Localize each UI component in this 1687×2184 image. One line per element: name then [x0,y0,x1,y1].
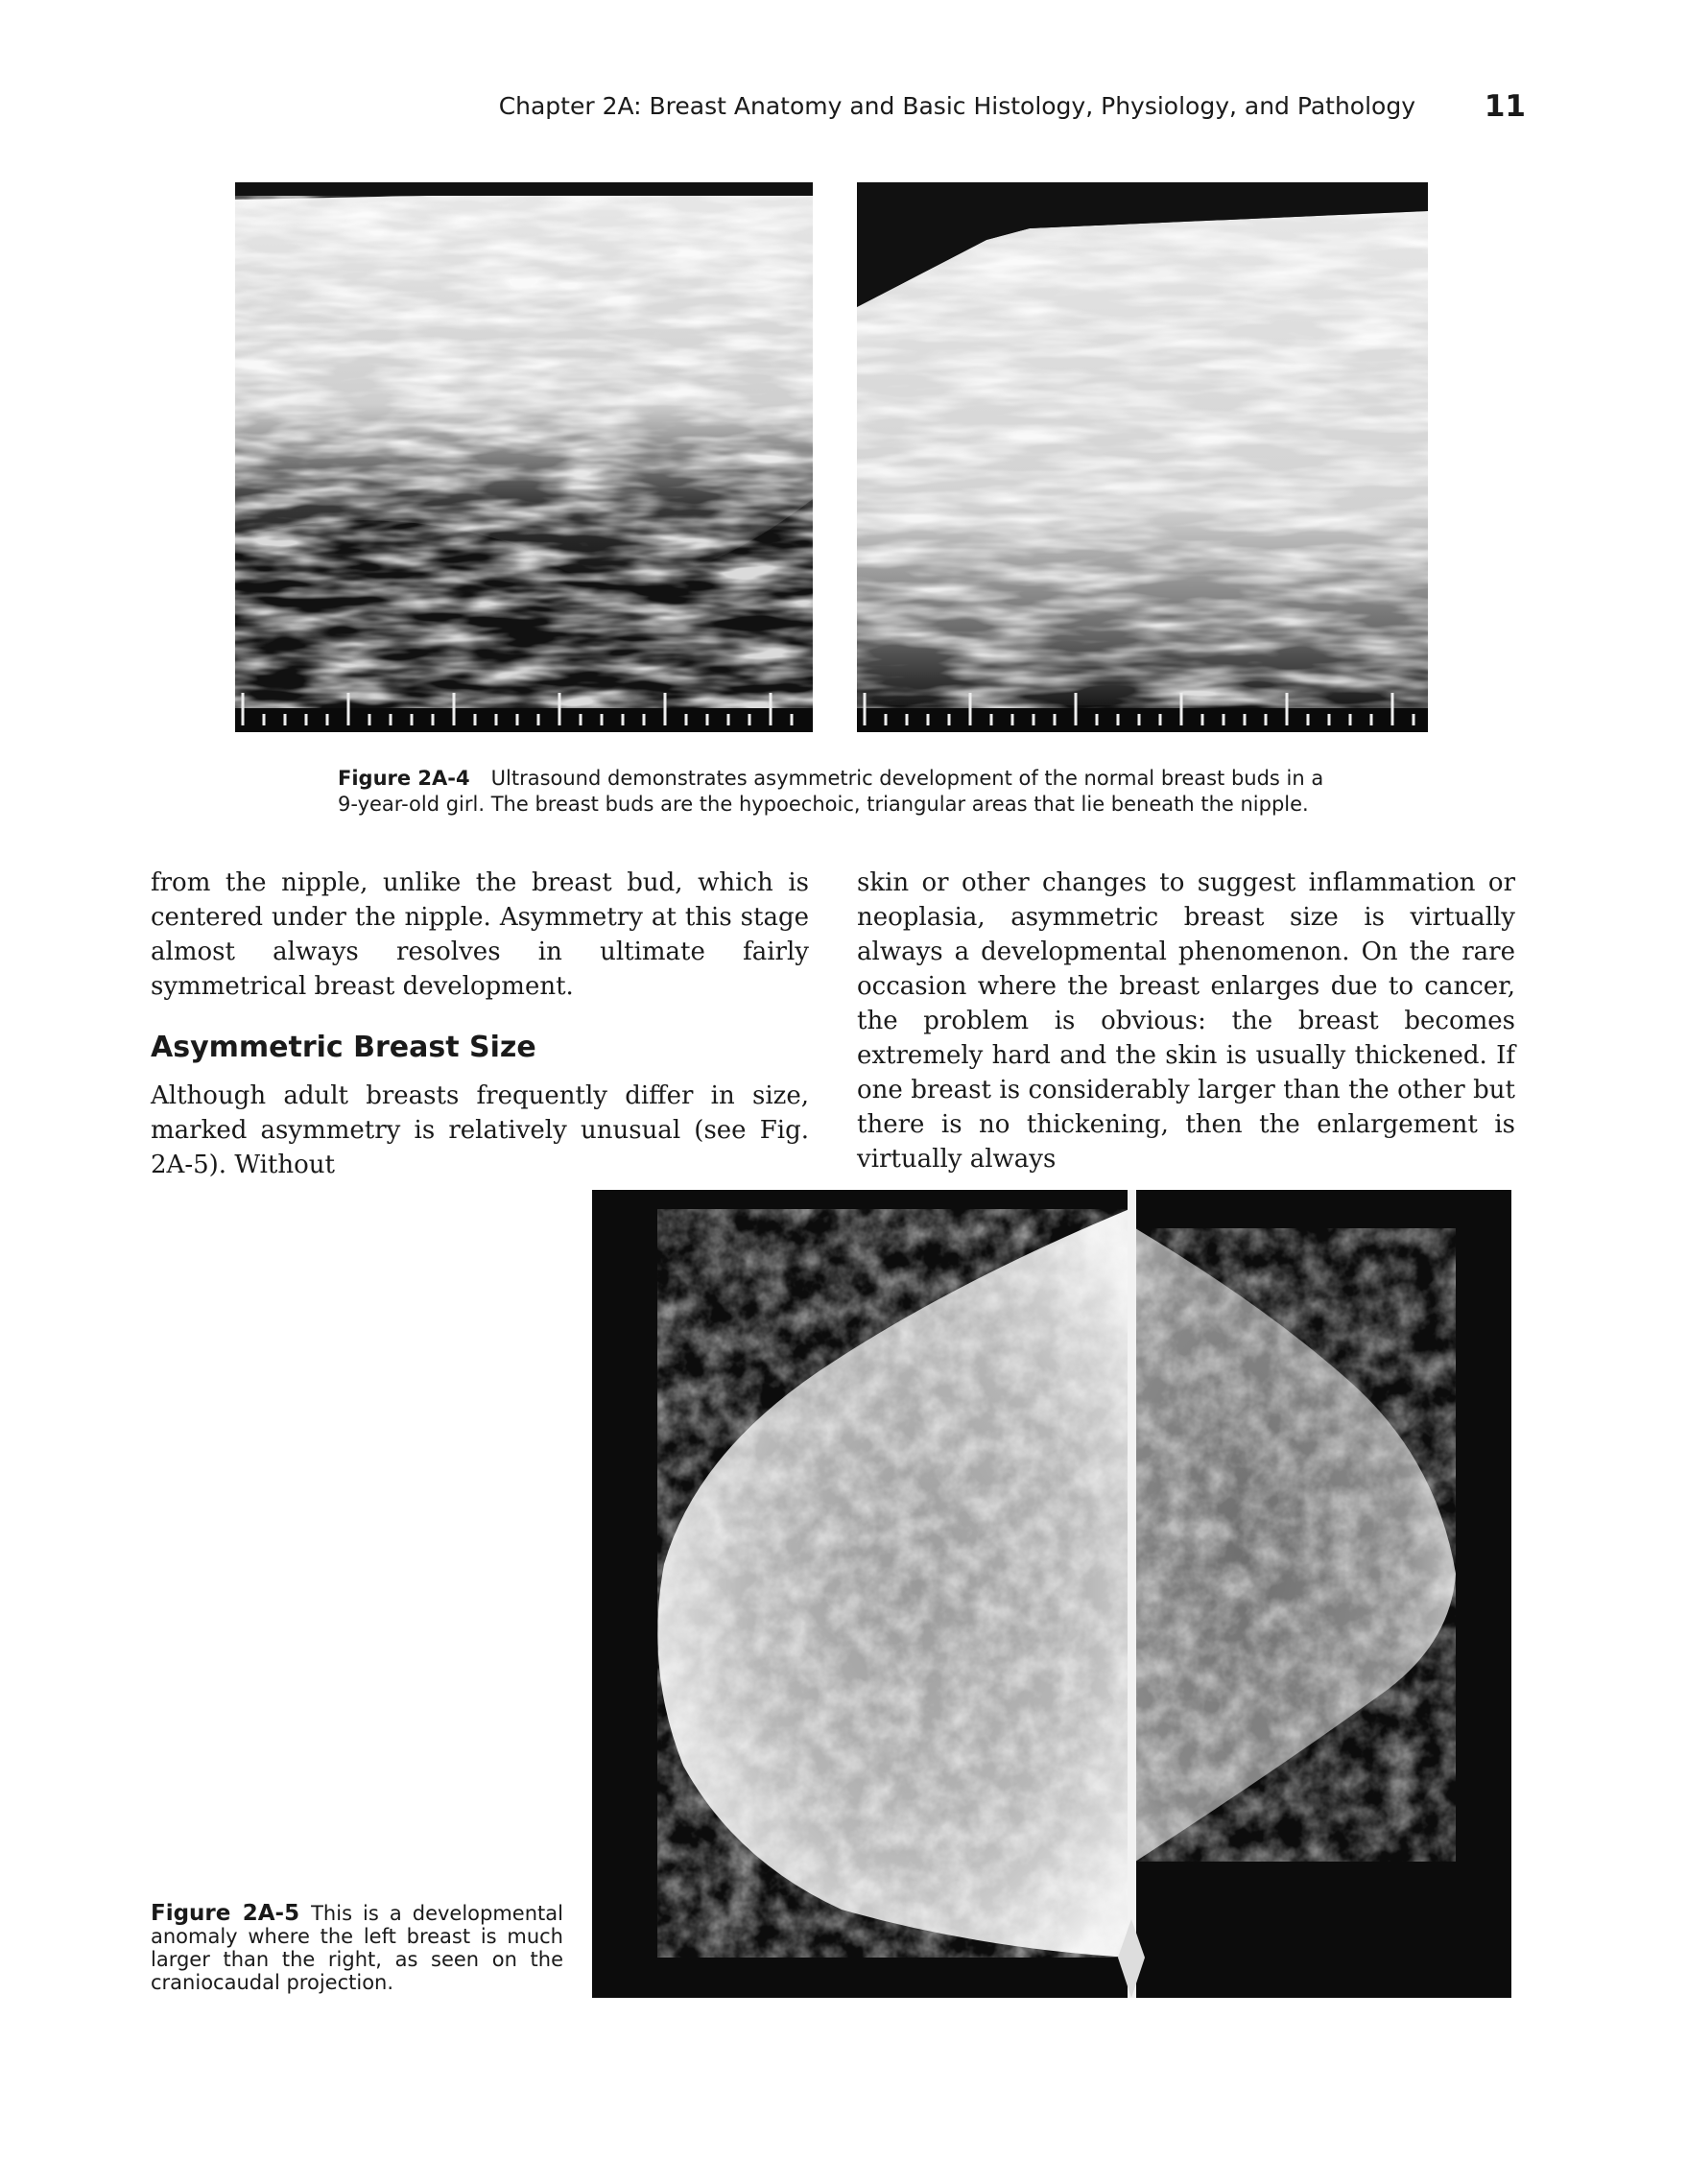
ultrasound-image-right [857,182,1428,732]
right-column-paragraph: skin or other changes to suggest inflammation or neoplasia, asymmetric breast size is virtually always a developmental phenomenon. On the rare occasion where the breast enlarges due to cancer, the problem is obvious: the breast becomes extremely hard and the skin is usually thickened. If one breast is considerably larger than the other but there is no thickening, then the enlargement is virtually always [857,868,1515,1174]
right-column [857,866,1515,1176]
figure-2a5-label: Figure 2A-5 [151,1901,300,1926]
running-header-chapter-title: Chapter 2A: Breast Anatomy and Basic Histology, Physiology, and Pathology [498,92,1415,120]
left-column-paragraph1: from the nipple, unlike the breast bud, which is centered under the nipple. Asymmetry at this stage almost always resolves in ultimate fairly symmetrical breast development. [151,868,809,1001]
figure-2a4-label: Figure 2A-4 [338,767,470,790]
section-heading: Asymmetric Breast Size [151,1031,536,1064]
page-number: 11 [1484,89,1526,124]
figure-2a4-caption-line1 [338,766,1413,792]
figure-2a5-caption-text: This is a developmental anomaly where the left breast is much larger than the right, as seen on the craniocaudal projection. [151,1902,563,1994]
figure-2a4-caption [338,766,1413,818]
figure-2a4-caption-text1: Ultrasound demonstrates asymmetric development of the normal breast buds in a [490,767,1324,790]
figure-2a5-caption [151,1902,563,1994]
left-column [151,866,809,1182]
left-column-paragraph2: Although adult breasts frequently differ in size, marked asymmetry is relatively unusual (see Fig. 2A-5). Without [151,1081,809,1179]
ultrasound-image-left [235,182,813,732]
figure-2a4-caption-line2: 9-year-old girl. The breast buds are the hypoechoic, triangular areas that lie beneath the nipple. [338,793,1309,816]
mammogram-image [592,1190,1511,1998]
